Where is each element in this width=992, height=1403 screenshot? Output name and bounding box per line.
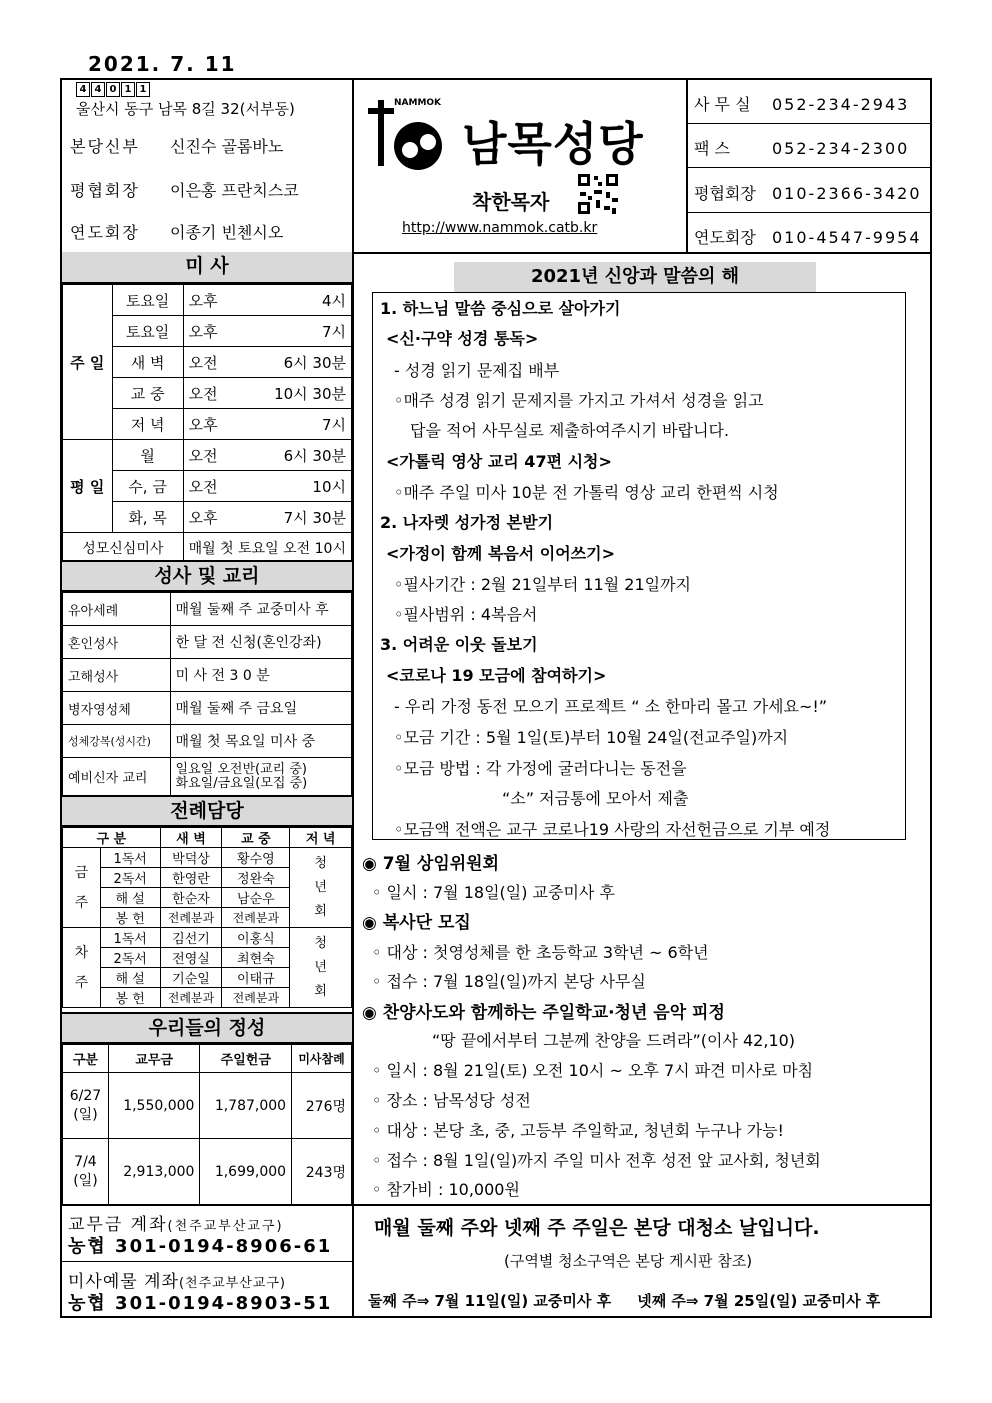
cleaning-title: 매월 둘째 주와 넷째 주 주일은 본당 대청소 날입니다. bbox=[374, 1217, 820, 1239]
notice-title-altar-servers: ◉ 복사단 모집 bbox=[362, 913, 471, 933]
mass-time: 오전 10시 bbox=[183, 471, 351, 502]
mass-time: 오후 7시 bbox=[183, 316, 351, 347]
mass-time: 오전 6시 30분 bbox=[183, 347, 351, 378]
sunday-label: 주 일 bbox=[63, 285, 113, 440]
account-mass-title: 미사예물 계좌(천주교부산교구) bbox=[68, 1272, 286, 1292]
liturgy-section-title: 전례담당 bbox=[62, 795, 352, 827]
account-mass-number: 농협 301-0194-8903-51 bbox=[68, 1293, 333, 1314]
mass-time: 오후 7시 bbox=[183, 409, 351, 440]
contact-fax: 팩 스 052-234-2300 bbox=[694, 139, 910, 158]
offering-table: 구분 교무금 주일헌금 미사참례 6/27 (일) 1,550,000 1,787,000 276명 7/4 (일) 2,913,000 1,699,000 243명 bbox=[62, 1044, 352, 1205]
logo-small-text: NAMMOK bbox=[394, 98, 442, 108]
header-row-yeondo: 연도회장 이종기 빈첸시오 bbox=[70, 223, 284, 242]
mass-time: 오전 10시 30분 bbox=[183, 378, 351, 409]
website-link[interactable]: http://www.nammok.catb.kr bbox=[402, 220, 598, 236]
postal-code: 4 4 0 1 1 bbox=[76, 82, 151, 97]
address: 울산시 동구 남목 8길 32(서부동) bbox=[76, 100, 295, 118]
contact-office: 사 무 실 052-234-2943 bbox=[694, 95, 910, 114]
liturgy-table: 구 분 새 벽 교 중 저 녁 금 주 1독서 박덕상 황수영 청 년 회 2독서 한영란 정완숙 해 설 한순자 남순우 봉 헌 전례분과 전례분과 차 주 1독서 김선기 이홍식 청 년 회 2독서 전영실 최현숙 해 설 기순일 이태규 봉 헌 전례분과 전례분과 bbox=[62, 827, 352, 1008]
devotion-value: 매월 첫 토요일 오전 10시 bbox=[183, 533, 351, 563]
mass-time: 오후 4시 bbox=[183, 285, 351, 316]
cleaning-schedule: 둘째 주⇒ 7월 11일(일) 교중미사 후 넷째 주⇒ 7월 25일(일) 교중미사 후 bbox=[368, 1292, 881, 1310]
header-row-pastor: 본당신부 신진수 골롬바노 bbox=[70, 137, 284, 156]
offering-section-title: 우리들의 정성 bbox=[62, 1012, 352, 1044]
header-row-council: 평협회장 이은홍 프란치스코 bbox=[70, 181, 299, 200]
account-dues-title: 교무금 계좌(천주교부산교구) bbox=[68, 1215, 284, 1235]
left-column-divider bbox=[352, 78, 354, 1318]
church-name: 남목성당 bbox=[462, 117, 644, 171]
account-dues-number: 농협 301-0194-8906-61 bbox=[68, 1236, 333, 1257]
cleaning-sub: (구역별 청소구역은 본당 게시판 참조) bbox=[504, 1252, 753, 1270]
bulletin-date: 2021. 7. 11 bbox=[88, 52, 237, 76]
notice-title-committee: ◉ 7월 상임위원회 bbox=[362, 854, 500, 874]
year-theme-title: 2021년 신앙과 말씀의 해 bbox=[454, 262, 816, 292]
music-retreat-subtitle: “땅 끝에서부터 그분께 찬양을 드려라”(이사 42,10) bbox=[432, 1031, 796, 1050]
motto: 착한목자 bbox=[472, 190, 550, 214]
mass-section-title: 미 사 bbox=[62, 252, 352, 284]
sacraments-table: 유아세례 매월 둘째 주 교중미사 후 혼인성사 한 달 전 신청(혼인강좌) 고해성사 미 사 전 3 0 분 병자영성체 매월 둘째 주 금요일 성체강복(성시간) 매월 첫 목요일 미사 중 예비신자 교리 일요일 오전반(교리 중) 화요일/금요일(모집 중) bbox=[62, 592, 352, 796]
mass-time: 오전 6시 30분 bbox=[183, 440, 351, 471]
contact-council: 평협회장 010-2366-3420 bbox=[694, 184, 922, 203]
qr-code-icon bbox=[576, 172, 620, 216]
church-logo-area bbox=[354, 80, 686, 250]
contact-divider bbox=[686, 78, 688, 252]
mass-table: 주 일 토요일 오후 4시 토요일 오후 7시 새 벽 오전 6시 30분 교 중 오전 10시 30분 저 녁 오후 7시 평 일 월 오전 6시 30분 수, 금 오전 10시 화, 목 오후 7시 30분 성모신심미사 매월 첫 토요일 오전 10시 bbox=[62, 284, 352, 563]
weekday-label: 평 일 bbox=[63, 440, 113, 533]
sacraments-section-title: 성사 및 교리 bbox=[62, 560, 352, 592]
notice-title-music-retreat: ◉ 찬양사도와 함께하는 주일학교·청년 음악 피정 bbox=[362, 1003, 725, 1023]
contact-yeondo: 연도회장 010-4547-9954 bbox=[694, 228, 922, 247]
devotion-label: 성모신심미사 bbox=[63, 533, 184, 563]
mass-time: 오후 7시 30분 bbox=[183, 502, 351, 533]
